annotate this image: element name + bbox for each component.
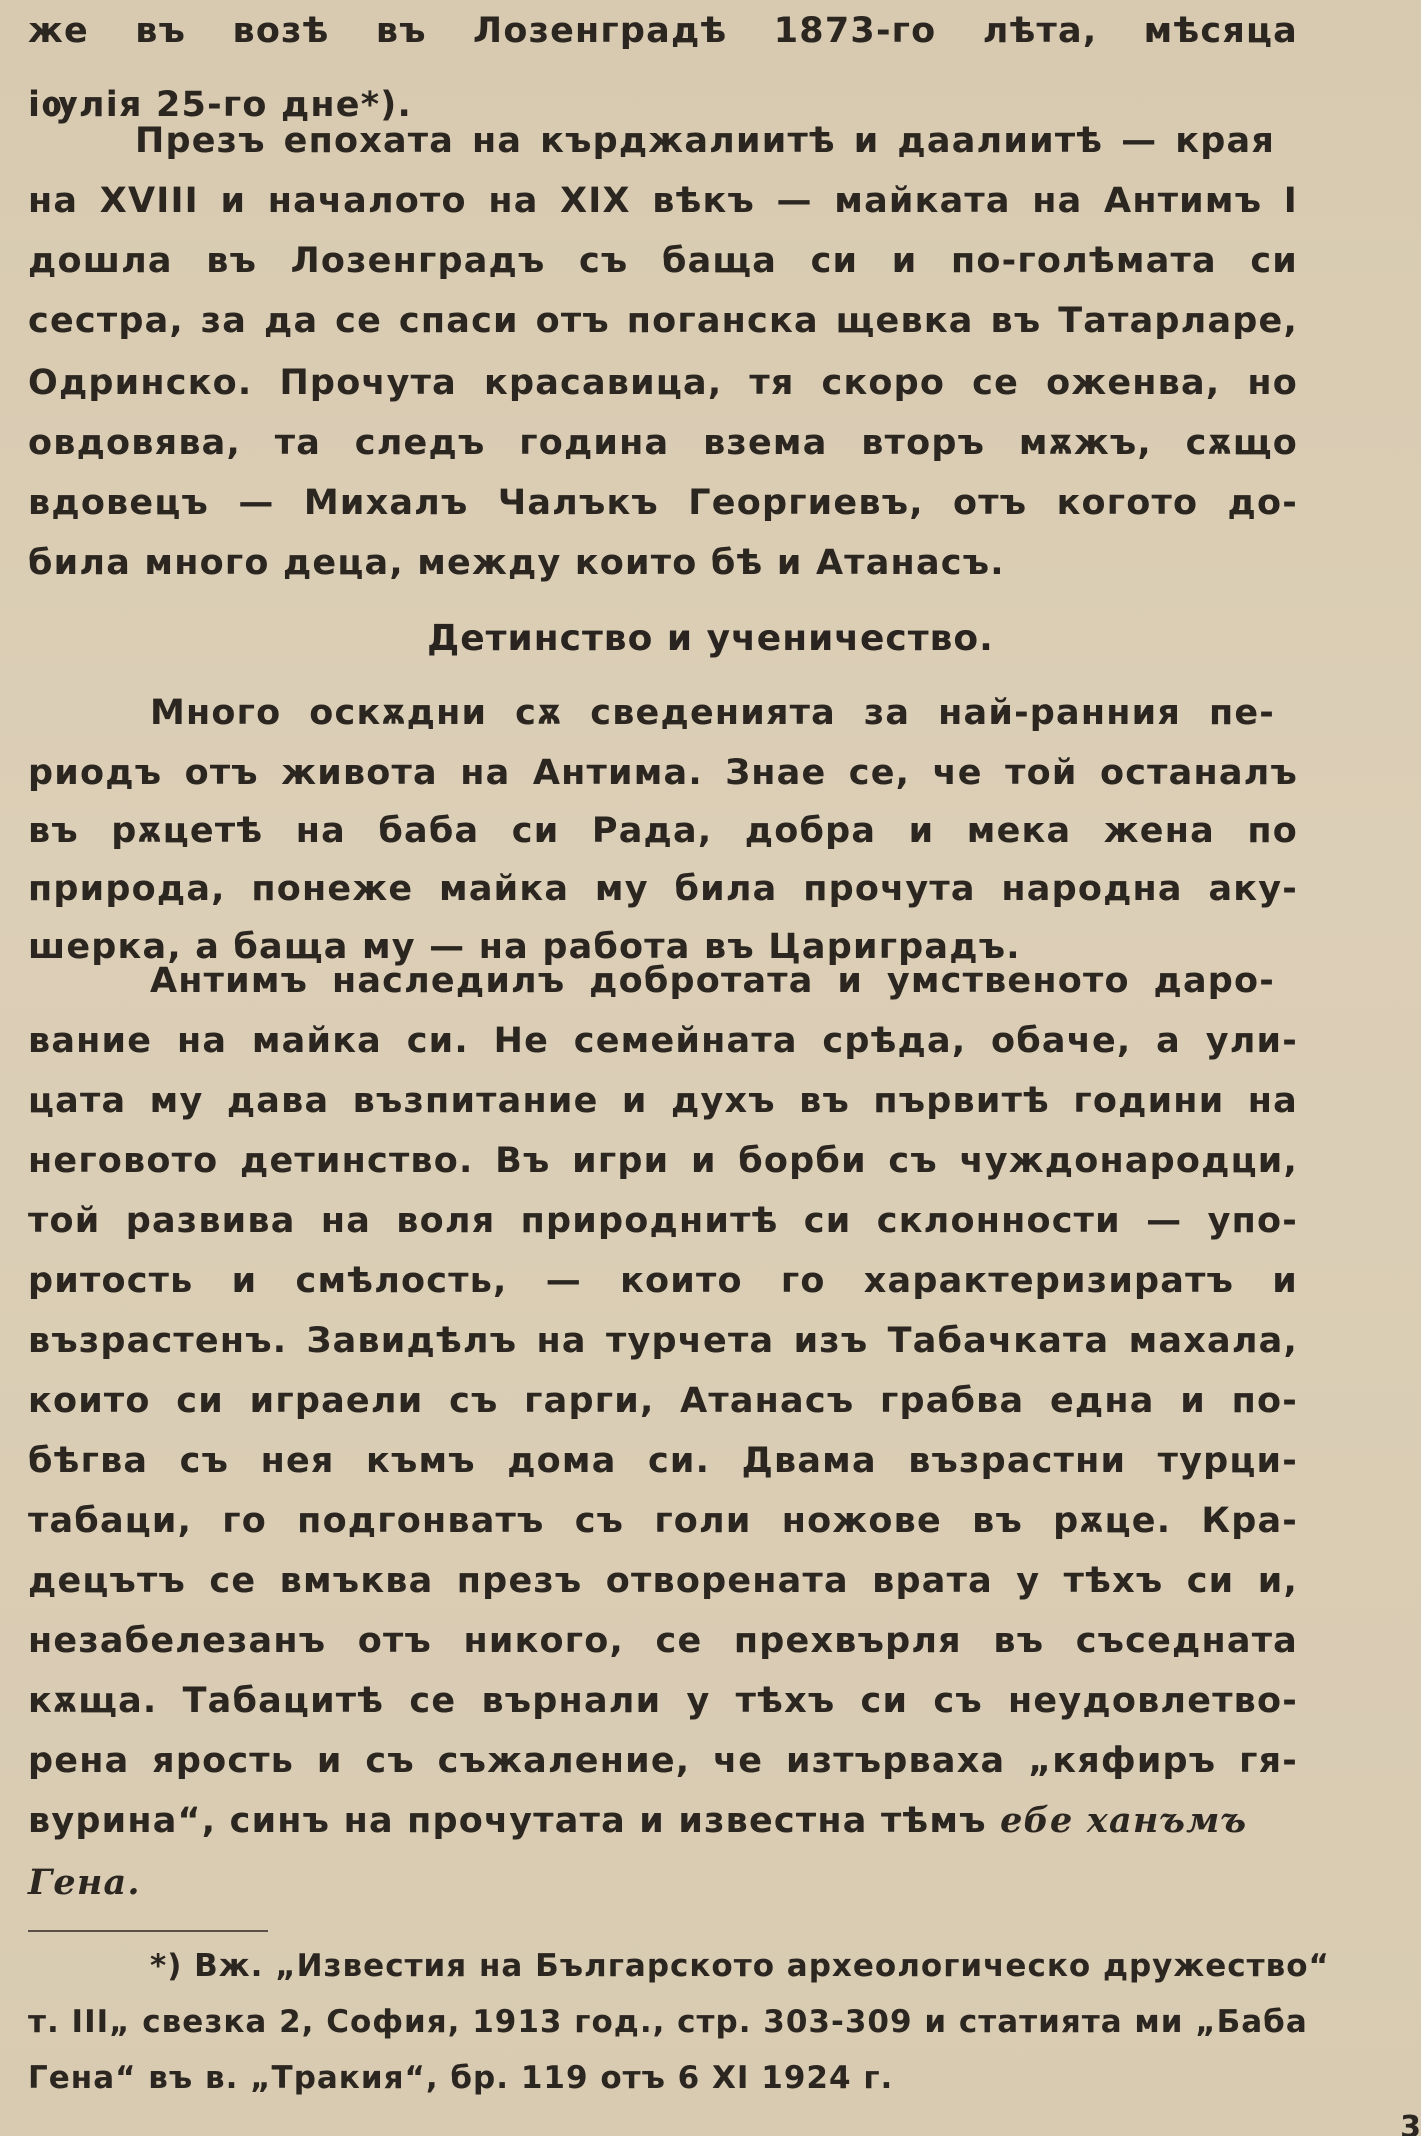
text-line [28,1798,1298,1844]
text-line: Одринско. Прочута красавица, тя скоро се оженва, но [28,363,1298,403]
footnote-line: Гена“ въ в. „Тракия“, бр. 119 отъ 6 XI 1924 г. [28,2060,894,2096]
text-line: сестра, за да се спаси отъ поганска щевка въ Татарларе, [28,301,1298,341]
text-line: неговото детинство. Въ игри и борби съ чуждонародци, [28,1141,1298,1181]
text-line: които си играели съ гарги, Атанасъ грабва една и по- [28,1381,1298,1421]
footnote-line: т. III„ свезка 2, София, 1913 год., стр. 303-309 и статията ми „Баба [28,2004,1308,2040]
footnote-line: *) Вж. „Известия на Българското археологическо дружество“ [150,1948,1330,1984]
text-line: овдовява, та следъ година взема вторъ мѫжъ, сѫщо [28,423,1298,463]
text-line: рена ярость и съ съжаление, че изтърваха „кяфиръ гя- [28,1741,1298,1781]
text-line: іѹлія 25-го дне*). [28,85,412,125]
text-line: же въ возѣ въ Лозенградѣ 1873-го лѣта, мѣсяца [28,11,1298,51]
text-line: цата му дава възпитание и духъ въ първитѣ години на [28,1081,1298,1121]
footnote-rule [28,1930,268,1932]
text-line: децътъ се вмъква презъ отворената врата у тѣхъ си и, [28,1561,1298,1601]
text-line: била много деца, между които бѣ и Атанасъ. [28,543,1005,583]
text-line: вание на майка си. Не семейната срѣда, обаче, а ули- [28,1021,1298,1061]
section-heading: Детинство и ученичество. [427,618,994,659]
text-line: вдовецъ — Михалъ Чалъкъ Георгиевъ, отъ когото до- [28,483,1298,523]
text-line: възрастенъ. Завидѣлъ на турчета изъ Табачката махала, [28,1321,1298,1361]
text-line: шерка, а баща му — на работа въ Цариградъ. [28,927,1021,967]
paragraph-first-line: Антимъ наследилъ добротата и умственото даро- [150,961,1275,1001]
paragraph-first-line: Презъ епохата на кърджалиитѣ и даалиитѣ — края [135,121,1275,161]
text-line: незабелезанъ отъ никого, се прехвърля въ съседната [28,1621,1298,1661]
text-line: ритость и смѣлость, — които го характеризиратъ и [28,1261,1298,1301]
text-line: риодъ отъ живота на Антима. Знае се, че той останалъ [28,753,1298,793]
text-line: той развива на воля природнитѣ си склонности — упо- [28,1201,1298,1241]
italic-name: ебе ханъмъ [1000,1800,1248,1841]
text-line: дошла въ Лозенградъ съ баща си и по-голѣмата си [28,241,1298,281]
paragraph-first-line: Много оскѫдни сѫ сведенията за най-ранния пе- [150,693,1275,733]
text-span: вурина“, синъ на прочутата и известна тѣмъ [28,1801,1001,1841]
text-line: природа, понеже майка му била прочута народна аку- [28,869,1298,909]
italic-name-line: Гена. [28,1862,141,1903]
text-line: табаци, го подгонватъ съ голи ножове въ рѫце. Кра- [28,1501,1298,1541]
page-number: 3 [1400,2110,1421,2136]
text-line: въ рѫцетѣ на баба си Рада, добра и мека жена по [28,811,1298,851]
text-line: на XVIII и началото на XIX вѣкъ — майката на Антимъ I [28,181,1298,221]
text-line: кѫща. Табацитѣ се върнали у тѣхъ си съ неудовлетво- [28,1681,1298,1721]
text-line: бѣгва съ нея къмъ дома си. Двама възрастни турци- [28,1441,1298,1481]
